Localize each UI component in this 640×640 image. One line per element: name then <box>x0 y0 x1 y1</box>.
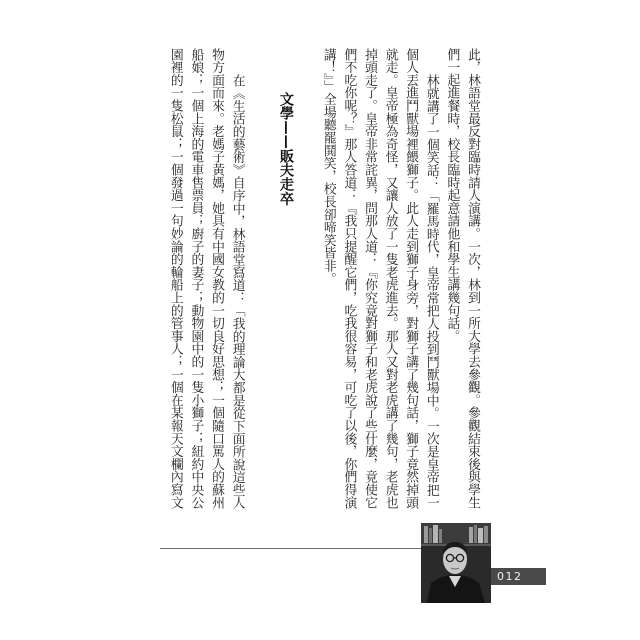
text-column: 就走。皇帝極為奇怪，又讓人放了一隻老虎進去。那人又對老虎講了幾句，老虎也 <box>382 48 398 509</box>
text-column: 個人丟進鬥獸場裡餵獅子。此人走到獅子身旁，對獅子講了幾句話，獅子竟然掉頭 <box>403 48 419 509</box>
text-column: 船娘；一個上海的電車售票員；廚子的妻子；動物園中的一隻小獅子；紐約中央公 <box>188 48 204 509</box>
author-photo <box>421 523 491 603</box>
text-column: 此，林語堂最反對臨時請人演講。一次，林到一所大學去參觀。參觀結束後與學生 <box>465 48 480 509</box>
text-column: 林就講了一個笑話：「羅馬時代，皇帝常把人投到鬥獸場中。一次是皇帝把一 <box>423 73 439 509</box>
text-column: 物方面而來。老媽子黃媽，她具有中國女教的一切良好思想；一個隨口罵人的蘇州 <box>209 48 224 509</box>
text-column: 講！』」全場聽罷鬨笑，校長卻啼笑皆非。 <box>320 48 336 285</box>
text-column: 在《生活的藝術》自序中，林語堂寫道：「我的理論大都是從下面所說這些人 <box>229 73 245 509</box>
text-column: 們一起進餐時，校長臨時起意請他和學生講幾句話。 <box>444 48 460 343</box>
text-column: 掉頭走了。皇帝非常詫異，問那人道：『你究竟對獅子和老虎說了些什麼，竟使它 <box>362 48 377 509</box>
footer-rule <box>160 548 422 549</box>
page-number: 012 <box>491 568 546 585</box>
text-column: 園裡的一隻松鼠；一個發過一句妙論的輪船上的管事人；一個在某報天文欄內寫文 <box>167 48 183 509</box>
text-column: 們不吃你呢？』那人答道：『我只提醒它們，吃我很容易，可吃了以後，你們得演 <box>341 48 357 509</box>
section-heading: 文學——販夫走卒 <box>278 92 294 206</box>
